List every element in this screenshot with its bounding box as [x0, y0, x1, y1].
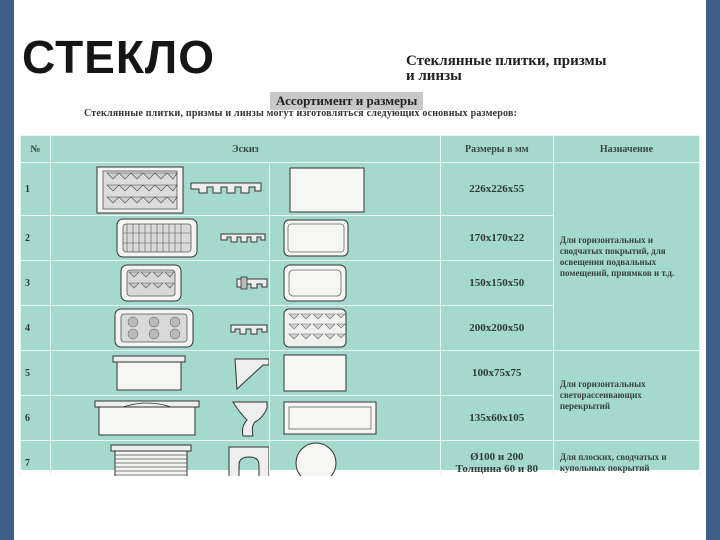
row-number: 1 — [21, 163, 51, 216]
purpose-text-3: Для плоских, сводчатых и купольных покрытий — [559, 452, 667, 473]
prism-135-plan — [270, 396, 440, 440]
page-subtitle — [406, 54, 696, 84]
tile-226-plan — [270, 163, 440, 215]
plan-cell — [269, 396, 440, 441]
prism-135-sketch — [51, 396, 269, 440]
subtitle-line-1: Стеклянные плитки, призмы — [406, 53, 607, 69]
tile-226-sketch — [51, 163, 269, 215]
slide-page — [14, 0, 706, 540]
table-header-row — [21, 136, 700, 163]
row-number: 2 — [21, 216, 51, 261]
sketch-cell — [50, 396, 269, 441]
sketch-cell — [50, 261, 269, 306]
header-purpose: Назначение — [553, 136, 699, 163]
bottom-white-area — [14, 476, 706, 540]
tile-150-plan — [270, 261, 440, 305]
sketch-cell — [50, 216, 269, 261]
purpose-text-2: Для горизонтальных светорассеивающих перекрытий — [559, 379, 646, 411]
purpose-cell-1 — [553, 163, 699, 351]
size-value: 226x226x55 — [440, 163, 553, 216]
row-number: 5 — [21, 351, 51, 396]
tile-200-sketch — [51, 306, 269, 350]
header-num: № — [21, 136, 51, 163]
size-value: 170x170x22 — [440, 216, 553, 261]
purpose-cell-2 — [553, 351, 699, 441]
prism-100-plan — [270, 351, 440, 395]
row-number: 7 — [21, 441, 51, 486]
size-value: 135x60x105 — [440, 396, 553, 441]
plan-cell — [269, 261, 440, 306]
subtitle-line-2: и линзы — [406, 68, 462, 84]
tile-200-plan — [270, 306, 440, 350]
header-sketch: Эскиз — [50, 136, 440, 163]
tile-170-plan — [270, 216, 440, 260]
size-value: 150x150x50 — [440, 261, 553, 306]
size-value: 100x75x75 — [440, 351, 553, 396]
size-line-1: Ø100 и 200 — [470, 451, 524, 463]
page-title: СТЕКЛО — [22, 31, 215, 83]
sketch-cell — [50, 306, 269, 351]
sketch-cell — [50, 163, 269, 216]
prism-100-sketch — [51, 351, 269, 395]
header-size: Размеры в мм — [440, 136, 553, 163]
section-heading: Ассортимент и размеры — [270, 92, 423, 110]
plan-cell — [269, 306, 440, 351]
tile-150-sketch — [51, 261, 269, 305]
plan-cell — [269, 216, 440, 261]
row-number: 3 — [21, 261, 51, 306]
table-row — [21, 163, 700, 216]
row-number: 4 — [21, 306, 51, 351]
assortment-table — [20, 135, 700, 486]
purpose-text-1: Для горизонтальных и сводчатых покрытий, для освещения подвальных помещений, приямков и т.д. — [559, 234, 675, 278]
sketch-cell — [50, 351, 269, 396]
table-row — [21, 351, 700, 396]
row-number: 6 — [21, 396, 51, 441]
plan-cell — [269, 163, 440, 216]
size-value: 200x200x50 — [440, 306, 553, 351]
plan-cell — [269, 351, 440, 396]
assortment-table-area — [20, 135, 700, 475]
tile-170-sketch — [51, 216, 269, 260]
intro-text: Стеклянные плитки, призмы и линзы могут изготовляться следующих основных размеров: — [84, 108, 518, 119]
size-line-2: Толщина 60 и 80 — [455, 463, 538, 475]
